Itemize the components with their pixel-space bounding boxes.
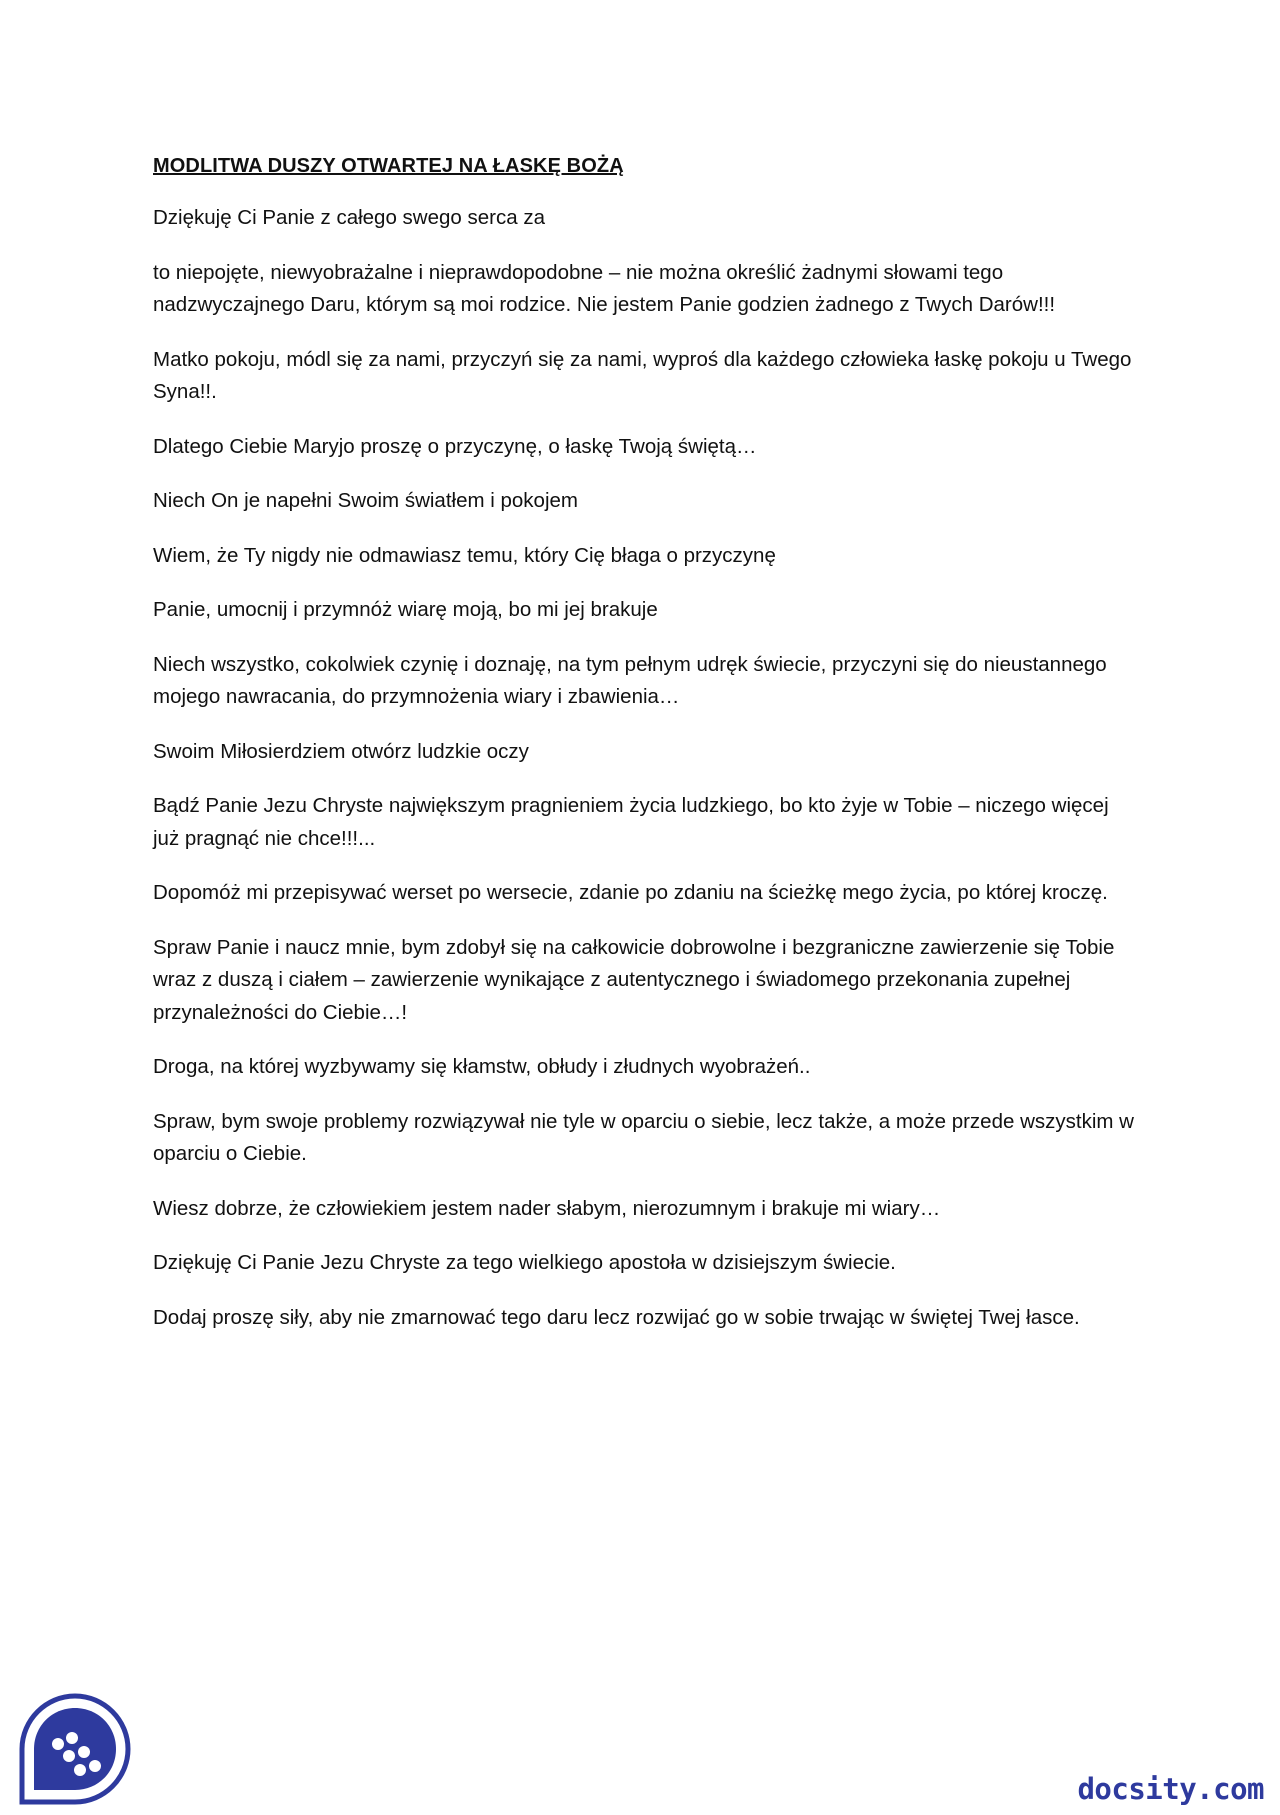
docsity-logo-icon [14, 1688, 136, 1810]
document-content [153, 150, 1138, 1356]
paragraph: Dziękuję Ci Panie Jezu Chryste za tego wielkiego apostoła w dzisiejszym świecie. [153, 1251, 896, 1274]
paragraph: Panie, umocnij i przymnóż wiarę moją, bo mi jej brakuje [153, 598, 658, 621]
paragraph: Dziękuję Ci Panie z całego swego serca za [153, 206, 545, 229]
paragraph: Niech wszystko, cokolwiek czynię i doznaję, na tym pełnym udręk świecie, przyczyni się do nieustannego mojego nawracania, do przymnożenia wiary i zbawienia… [153, 652, 1107, 708]
paragraph: Dopomóż mi przepisywać werset po wersecie, zdanie po zdaniu na ścieżkę mego życia, po której kroczę. [153, 881, 1108, 904]
paragraph: Matko pokoju, módl się za nami, przyczyń się za nami, wyproś dla każdego człowieka łaskę pokoju u Twego Syna!!. [153, 347, 1132, 403]
docsity-logo-svg [14, 1688, 136, 1810]
paragraph: Swoim Miłosierdziem otwórz ludzkie oczy [153, 739, 529, 763]
paragraph: Wiem, że Ty nigdy nie odmawiasz temu, który Cię błaga o przyczynę [153, 543, 776, 567]
paragraph: Dodaj proszę siły, aby nie zmarnować tego daru lecz rozwijać go w sobie trwając w świętej Twej łasce. [153, 1305, 1080, 1329]
paragraph: Niech On je napełni Swoim światłem i pokojem [153, 489, 578, 512]
paragraph: Spraw Panie i naucz mnie, bym zdobył się na całkowicie dobrowolne i bezgraniczne zawierzenie się Tobie wraz z duszą i ciałem – zawierzenie wynikające z autentycznego i świadomego przekonania zupełnej przynależności do Ciebie…! [153, 935, 1115, 1024]
paragraph: Bądź Panie Jezu Chryste największym pragnieniem życia ludzkiego, bo kto żyje w Tobie – niczego więcej już pragnąć nie chce!!!... [153, 794, 1109, 850]
paragraph: Dlatego Ciebie Maryjo proszę o przyczynę, o łaskę Twoją świętą… [153, 434, 757, 458]
docsity-brand-text: docsity.com [1077, 1772, 1264, 1806]
paragraph: to niepojęte, niewyobrażalne i nieprawdopodobne – nie można określić żadnymi słowami tego nadzwyczajnego Daru, którym są moi rodzice. Nie jestem Panie godzien żadnego z Twych Darów!!! [153, 260, 1056, 316]
paragraph: Spraw, bym swoje problemy rozwiązywał nie tyle w oparciu o siebie, lecz także, a może przede wszystkim w oparciu o Ciebie. [153, 1109, 1134, 1165]
paragraph: Wiesz dobrze, że człowiekiem jestem nader słabym, nierozumnym i brakuje mi wiary… [153, 1196, 941, 1220]
paragraph: Droga, na której wyzbywamy się kłamstw, obłudy i złudnych wyobrażeń.. [153, 1055, 811, 1078]
document-title: MODLITWA DUSZY OTWARTEJ NA ŁASKĘ BOŻĄ [153, 155, 624, 177]
